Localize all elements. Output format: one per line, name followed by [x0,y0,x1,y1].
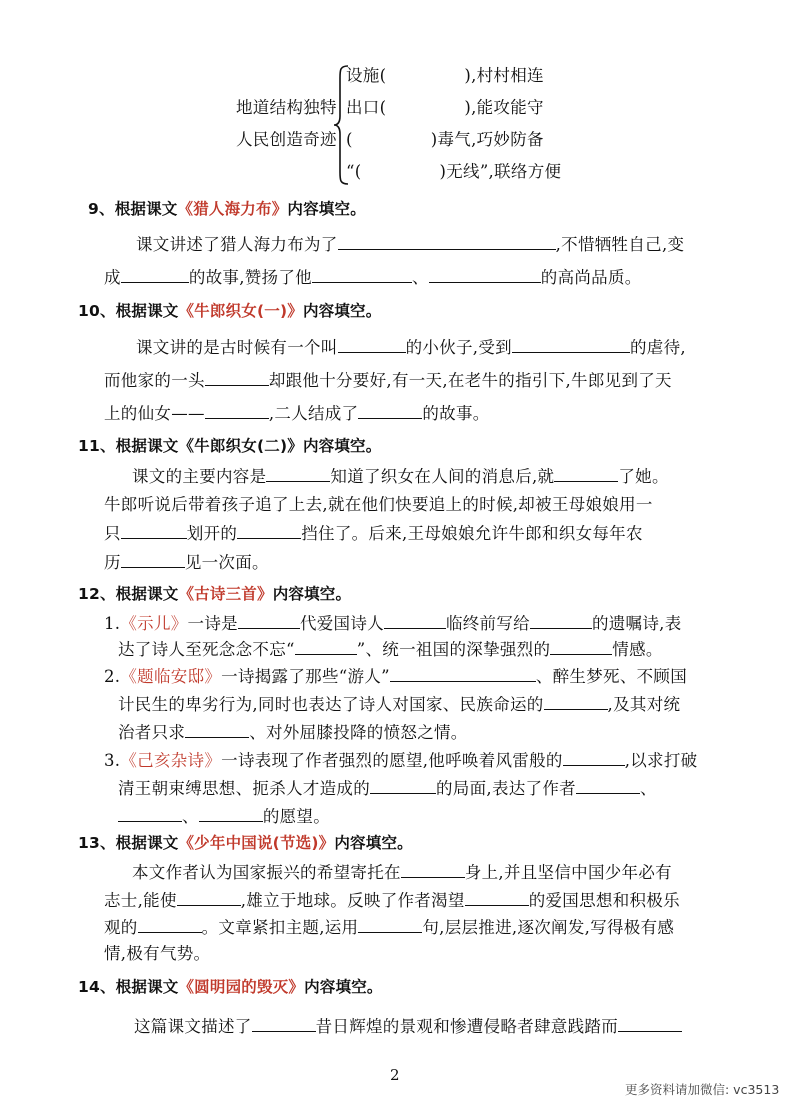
answer-blank[interactable] [550,637,612,655]
answer-blank[interactable] [370,776,436,794]
answer-blank[interactable] [401,860,465,878]
question-10-heading: 10、根据课文《牛郎织女(一)》内容填空。 [78,302,382,320]
question-12-heading: 12、根据课文《古诗三首》内容填空。 [78,585,352,603]
question-12-item-1-line-1: 1.《示儿》一诗是 代爱国诗人 临终前写给 的遗嘱诗,表 [104,611,682,635]
structure-label-2: 人民创造奇迹 [236,130,337,149]
answer-blank[interactable] [554,464,618,482]
answer-blank[interactable] [205,368,269,386]
question-12-item-2-line-2: 计民生的卑劣行为,同时也表达了诗人对国家、民族命运的 ,及其对统 [118,692,680,716]
question-12-item-2-line-3: 治者只求 、对外屈膝投降的愤怒之情。 [118,720,468,744]
question-9-line-1: 课文讲述了猎人海力布为了 ,不惜牺牲自己,变 [136,232,684,256]
question-12-item-3-line-1: 3.《己亥杂诗》一诗表现了作者强烈的愿望,他呼唤着风雷般的 ,以求打破 [104,748,697,772]
answer-blank[interactable] [118,804,182,822]
answer-blank[interactable] [338,232,556,250]
question-11-line-3: 只 划开的 挡住了。后来,王母娘娘允许牛郎和织女每年农 [104,521,643,545]
structure-item-2: 出口( ),能攻能守 [346,98,544,117]
question-11-line-4: 历 见一次面。 [104,550,269,574]
answer-blank[interactable] [121,550,185,568]
question-11-line-2: 牛郎听说后带着孩子追了上去,就在他们快要追上的时候,却被王母娘娘用一 [104,495,653,514]
question-10-line-3: 上的仙女—— ,二人结成了 的故事。 [104,401,490,425]
answer-blank[interactable] [390,664,536,682]
structure-item-1: 设施( ),村村相连 [346,66,544,85]
answer-blank[interactable] [295,637,357,655]
answer-blank[interactable] [576,776,640,794]
question-9-line-2: 成 的故事,赞扬了他 、 的高尚品质。 [104,265,642,289]
question-10-line-2: 而他家的一头 却跟他十分要好,有一天,在老牛的指引下,牛郎见到了天 [104,368,672,392]
answer-blank[interactable] [205,401,269,419]
answer-blank[interactable] [429,265,541,283]
answer-blank[interactable] [185,720,249,738]
answer-blank[interactable] [199,804,263,822]
answer-blank[interactable] [312,265,412,283]
answer-blank[interactable] [563,748,625,766]
answer-blank[interactable] [512,335,630,353]
answer-blank[interactable] [177,888,241,906]
question-12-item-3-line-3: 、 的愿望。 [118,804,330,828]
answer-blank[interactable] [238,611,300,629]
question-12-item-2-line-1: 2.《题临安邸》一诗揭露了那些“游人” 、醉生梦死、不顾国 [104,664,687,688]
answer-blank[interactable] [530,611,592,629]
question-13-line-2: 志士,能使 ,雄立于地球。反映了作者渴望 的爱国思想和积极乐 [104,888,680,912]
question-9-heading: 9、根据课文《猎人海力布》内容填空。 [88,200,366,218]
question-14-line-1: 这篇课文描述了 昔日辉煌的景观和惨遭侵略者肆意践踏而 [134,1014,682,1038]
answer-blank[interactable] [138,915,202,933]
answer-blank[interactable] [121,265,189,283]
question-12-item-3-line-2: 清王朝束缚思想、扼杀人才造成的 的局面,表达了作者 、 [118,776,657,800]
answer-blank[interactable] [358,915,422,933]
answer-blank[interactable] [618,1014,682,1032]
answer-blank[interactable] [266,464,330,482]
question-10-line-1: 课文讲的是古时候有一个叫 的小伙子,受到 的虐待, [136,335,686,359]
answer-blank[interactable] [121,521,187,539]
answer-blank[interactable] [358,401,422,419]
answer-blank[interactable] [237,521,301,539]
question-11-heading: 11、根据课文《牛郎织女(二)》内容填空。 [78,437,382,455]
question-14-heading: 14、根据课文《圆明园的毁灭》内容填空。 [78,978,383,996]
answer-blank[interactable] [544,692,608,710]
structure-item-3: ( )毒气,巧妙防备 [346,130,544,149]
question-13-line-4: 情,极有气势。 [104,944,211,963]
page-number: 2 [390,1066,400,1084]
structure-label-1: 地道结构独特 [236,98,337,117]
answer-blank[interactable] [252,1014,316,1032]
question-12-item-1-line-2: 达了诗人至死念念不忘“ ”、统一祖国的深挚强烈的 情感。 [118,637,663,661]
question-13-heading: 13、根据课文《少年中国说(节选)》内容填空。 [78,834,413,852]
answer-blank[interactable] [465,888,529,906]
answer-blank[interactable] [338,335,406,353]
structure-item-4: “( )无线”,联络方便 [346,162,562,181]
watermark-text: 更多资料请加微信: vc3513 [625,1082,780,1097]
question-13-line-1: 本文作者认为国家振兴的希望寄托在 身上,并且坚信中国少年必有 [132,860,672,884]
question-11-line-1: 课文的主要内容是 知道了织女在人间的消息后,就 了她。 [132,464,669,488]
answer-blank[interactable] [384,611,446,629]
question-13-line-3: 观的 。文章紧扣主题,运用 句,层层推进,逐次阐发,写得极有感 [104,915,674,939]
